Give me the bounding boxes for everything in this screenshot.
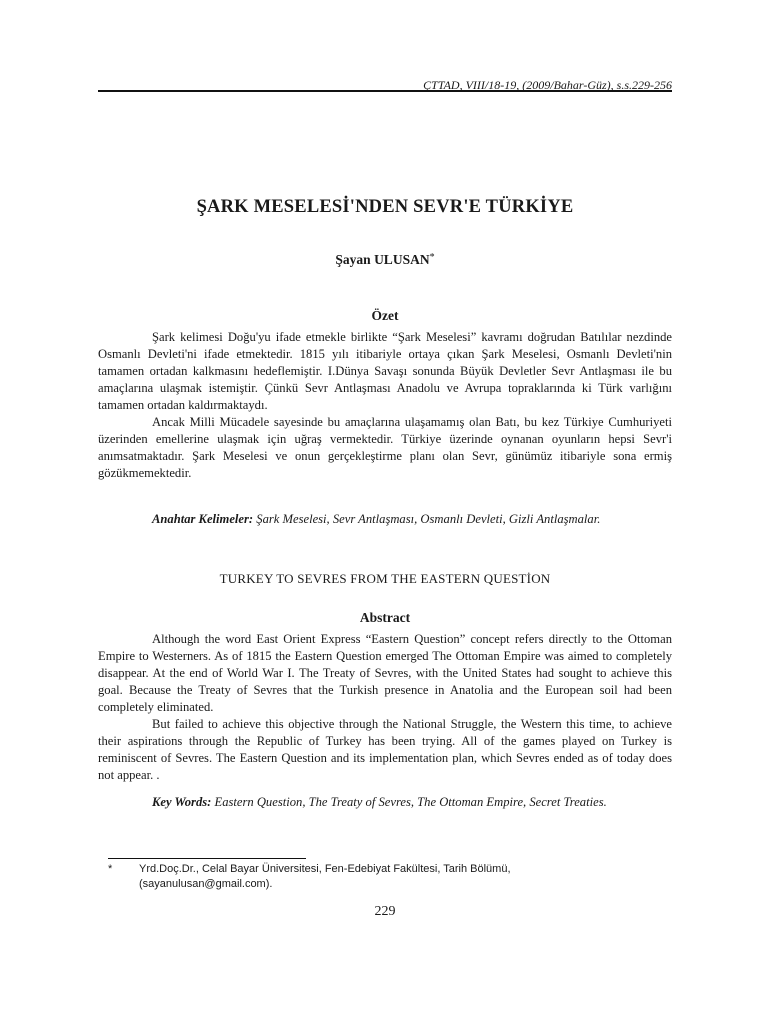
keywords-label-tr: Anahtar Kelimeler: [152,512,254,526]
abstract-paragraph: But failed to achieve this objective through the National Struggle, the Western this time, to achieve their aspirations through the Republic of Turkey has been trying. All of the games played on Turkey is reminiscent of Sevres. The Eastern Question and its implementation plan, which Sevres ended as of today does not appear. . [98,717,672,782]
abstract-keywords [98,794,672,811]
footnote-email[interactable]: (sayanulusan@gmail.com). [139,878,273,890]
abstract-paragraph: Although the word East Orient Express “Eastern Question” concept refers directly to the Ottoman Empire to Westerners. As of 1815 the Eastern Question emerged The Ottoman Empire was aimed to completely disappear. At the end of World War I. The Treaty of Sevres, with the United States had sought to achieve this goal. Because the Treaty of Sevres that the Turkish presence in Anatolia and the European soil had been completely eliminated. [98,632,672,714]
keywords-label-en: Key Words: [152,795,212,809]
article-title: ŞARK MESELESİ'NDEN SEVR'E TÜRKİYE [196,197,574,217]
ozet-paragraph: Ancak Milli Mücadele sayesinde bu amaçlarına ulaşamamış olan Batı, bu kez Türkiye Cumhuriyeti üzerinden emellerine ulaşmak için uğraş vermektedir. Türkiye üzerinde oynanan oyunların hepsi Sevr'i anımsatmaktadır. Şark Meselesi ve onun gerçekleştirme planı olan Sevr, günümüz itibariyle sona ermiş gözükmemektedir. [98,415,672,480]
footnote-rule [108,858,306,859]
author-name: Şayan ULUSAN [335,252,430,267]
footnote-affiliation: Yrd.Doç.Dr., Celal Bayar Üniversitesi, Fen-Edebiyat Fakültesi, Tarih Bölümü, [139,863,511,875]
ozet-keywords [98,511,672,528]
ozet-paragraph: Şark kelimesi Doğu'yu ifade etmekle birlikte “Şark Meselesi” kavramı doğrudan Batılılar nezdinde Osmanlı Devleti'ni ifade etmektedir. 1815 yılı itibariyle ortaya çıkan Şark Meselesi, Osmanlı Devleti'nin tamamen ortadan kalkmasını hedeflemiştir. I.Dünya Savaşı sonunda Büyük Devletler Sevr Antlaşması ile bu amaçlarına ulaşmak istemiştir. Çünkü Sevr Antlaşması Anadolu ve Avrupa topraklarında ki Türk varlığını tamamen ortadan kaldırmaktaydı. [98,330,672,412]
ozet-body [98,329,672,482]
keywords-en: Eastern Question, The Treaty of Sevres, The Ottoman Empire, Secret Treaties. [214,795,607,809]
footnote-mark: * [108,863,113,875]
author-footnote-mark[interactable]: * [429,252,435,263]
running-head: ÇTTAD, VIII/18-19, (2009/Bahar-Güz), s.s.229-256 [423,78,672,92]
author-line [98,252,672,268]
footnote [108,862,668,892]
abstract-heading: Abstract [359,610,411,625]
page-number: 229 [374,904,396,919]
abstract-body [98,631,672,784]
ozet-heading: Özet [371,308,399,323]
keywords-tr: Şark Meselesi, Sevr Antlaşması, Osmanlı Devleti, Gizli Antlaşmalar. [256,512,601,526]
header-rule [98,90,672,92]
english-title: TURKEY TO SEVRES FROM THE EASTERN QUESTİON [219,571,551,586]
